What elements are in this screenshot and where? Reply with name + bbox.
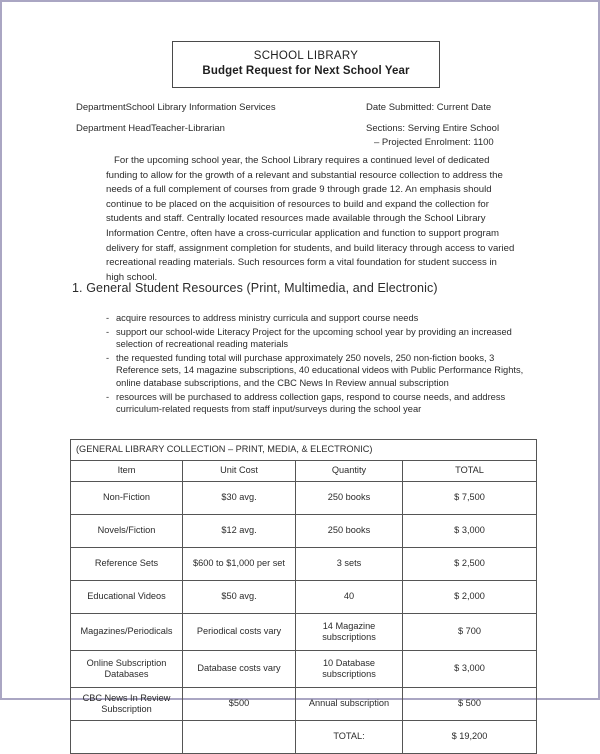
cell-unit-cost: $30 avg. [183,482,296,515]
list-item [106,391,526,416]
department-label: Department [76,102,126,113]
list-item-text: the requested funding total will purchase approximately 250 novels, 250 non-fiction books, 3 Reference sets, 14 magazine subscriptions, 40 educational videos with Public Performance Rights, online database subscriptions, and the CBC News In Review annual subscription [116,352,524,388]
column-header-item: Item [71,461,183,482]
table-row [71,651,537,688]
budget-table [70,439,537,754]
department-value: School Library Information Services [125,102,276,113]
bullet-dash-icon: - [106,326,110,337]
cell-blank-item [71,721,183,754]
cell-item: Novels/Fiction [71,515,183,548]
table-row [71,581,537,614]
column-header-unit-cost: Unit Cost [183,461,296,482]
budget-table-container [70,439,536,754]
department-head-value: Teacher-Librarian [150,123,225,134]
cell-total: $ 3,000 [403,651,537,688]
column-header-total: TOTAL [403,461,537,482]
department-head-label: Department Head [76,123,151,134]
projected-enrolment: – Projected Enrolment: 1100 [374,137,494,148]
cell-item: Non-Fiction [71,482,183,515]
cell-total: $ 2,500 [403,548,537,581]
cell-unit-cost: $600 to $1,000 per set [183,548,296,581]
table-row [71,515,537,548]
cell-unit-cost: Periodical costs vary [183,614,296,651]
cell-item: Magazines/Periodicals [71,614,183,651]
bullet-dash-icon: - [106,313,110,323]
cell-item: Reference Sets [71,548,183,581]
table-caption-row [71,440,537,461]
cell-total: $ 7,500 [403,482,537,515]
title-line-secondary: Budget Request for Next School Year [202,65,410,77]
date-submitted: Date Submitted: Current Date [366,102,492,113]
cell-item: Online Subscription Databases [71,651,183,688]
table-row [71,688,537,721]
title-line-primary: SCHOOL LIBRARY [253,50,359,62]
cell-quantity: 250 books [296,515,403,548]
cell-unit-cost: $12 avg. [183,515,296,548]
cell-total: $ 3,000 [403,515,537,548]
sections-field [366,122,536,150]
cell-item: Educational Videos [71,581,183,614]
bullet-dash-icon: - [106,391,110,402]
cell-quantity: 10 Database subscriptions [296,651,403,688]
budget-table-caption: (GENERAL LIBRARY COLLECTION – PRINT, MEDIA, & ELECTRONIC) [71,440,537,461]
table-row [71,548,537,581]
cell-total: $ 2,000 [403,581,537,614]
intro-paragraph: For the upcoming school year, the School Library requires a continued level of dedicated funding to allow for the growth of a relevant and substantial resource collection to address the needs of a full complement of courses from grade 9 through grade 12. An emphasis should continue to be placed on the acquisition of resources to build and expand the collection for students and staff. Centrally located resources made available through the School Library Information Centre, often have a cross-curricular application and function to support program delivery for staff, assignment completion for students, and build literacy through access to varied recreational reading materials. Such resources form a vital foundation for student success in high school. [106,155,515,283]
table-header-row [71,461,537,482]
section-bullet-list [106,312,526,417]
list-item [106,326,526,351]
grand-total-value: $ 19,200 [403,721,537,754]
cell-quantity: 3 sets [296,548,403,581]
cell-item: CBC News In Review Subscription [71,688,183,721]
list-item-text: support our school-wide Literacy Project for the upcoming school year by providing an increased selection of recreational reading materials [116,326,512,350]
column-header-quantity: Quantity [296,461,403,482]
table-row [71,482,537,515]
table-total-row [71,721,537,754]
cell-total: $ 700 [403,614,537,651]
cell-quantity: 14 Magazine subscriptions [296,614,403,651]
meta-row-department-head [76,122,536,150]
list-item [106,312,526,325]
meta-row-department [76,101,536,115]
cell-unit-cost: $500 [183,688,296,721]
sections-value: Sections: Serving Entire School [366,123,500,134]
document-meta [76,101,536,157]
cell-quantity: 250 books [296,482,403,515]
list-item-text: acquire resources to address ministry curricula and support course needs [116,313,419,323]
document-title-box [172,41,440,88]
section-heading-general-student-resources: 1. General Student Resources (Print, Multimedia, and Electronic) [72,281,438,295]
list-item [106,352,526,390]
cell-total: $ 500 [403,688,537,721]
cell-quantity: Annual subscription [296,688,403,721]
bullet-dash-icon: - [106,352,110,363]
total-label: TOTAL: [296,721,403,754]
cell-blank-unit-cost [183,721,296,754]
table-row [71,614,537,651]
cell-unit-cost: $50 avg. [183,581,296,614]
cell-quantity: 40 [296,581,403,614]
department-field [76,101,366,115]
cell-unit-cost: Database costs vary [183,651,296,688]
department-head-field [76,122,366,150]
list-item-text: resources will be purchased to address collection gaps, respond to course needs, and address curriculum-related requests from staff input/surveys during the school year [116,391,506,415]
